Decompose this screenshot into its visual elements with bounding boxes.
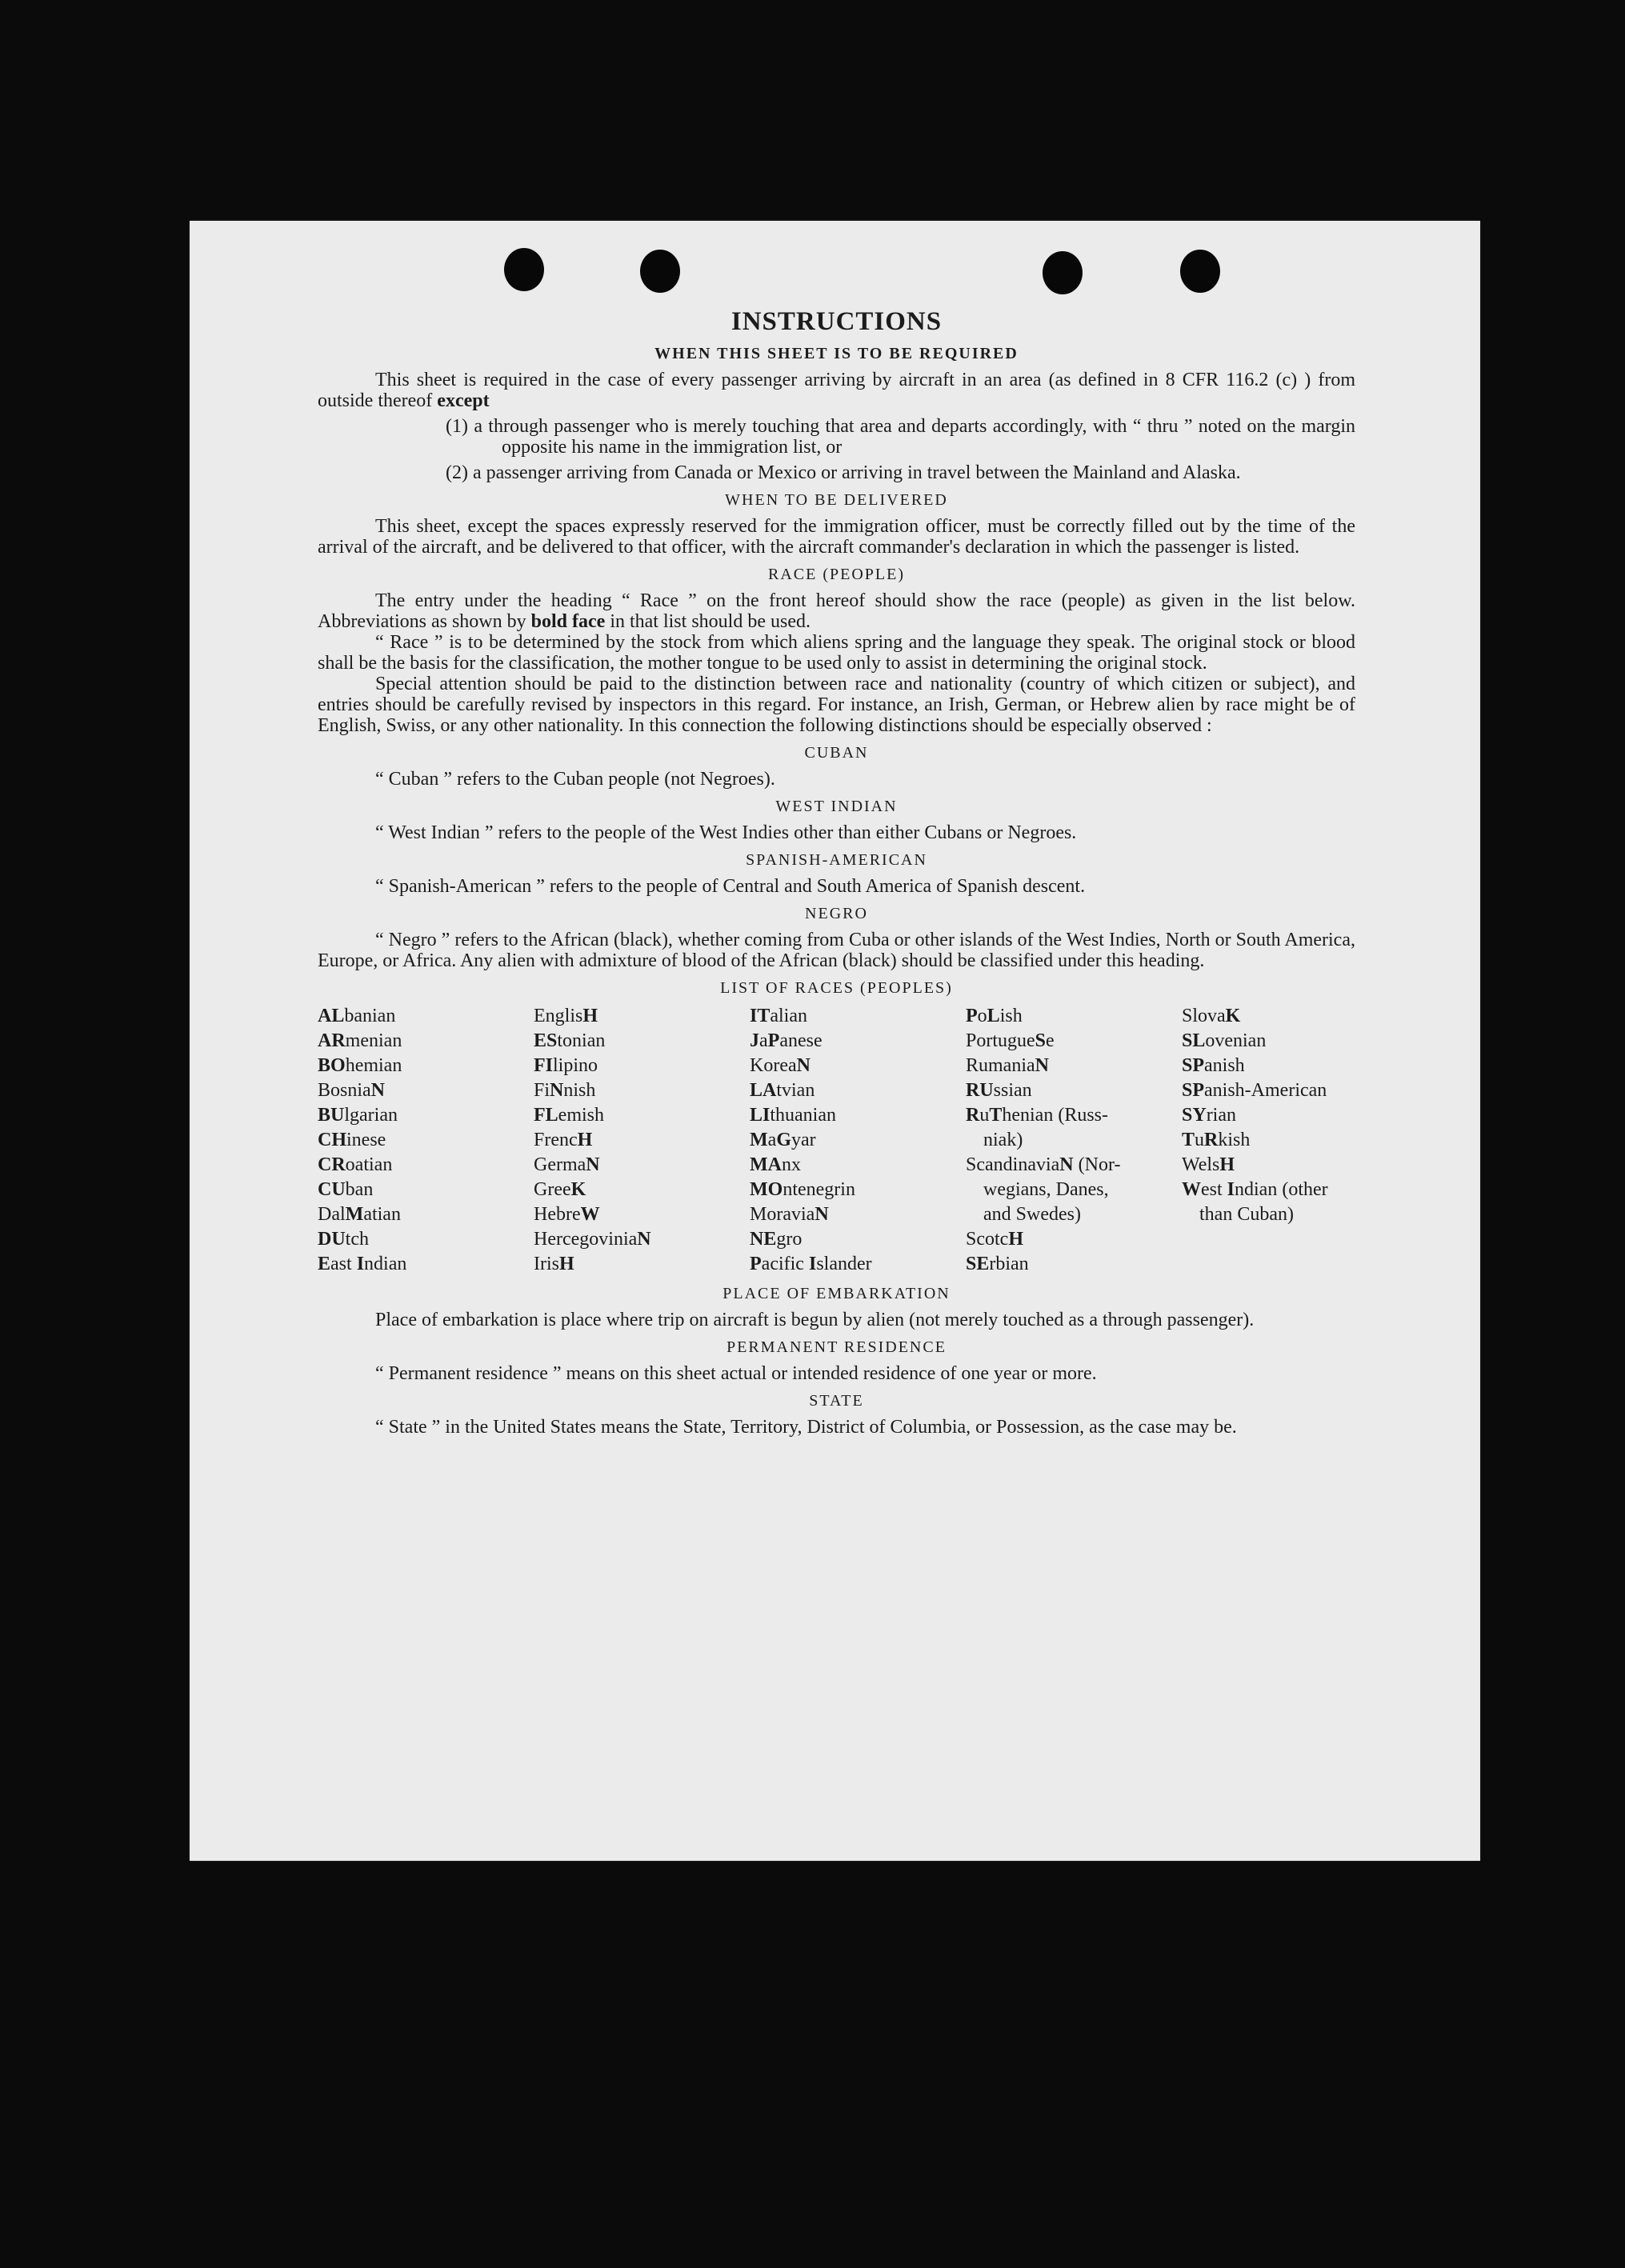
spanish-american-text: “ Spanish-American ” refers to the people of Central and South America of Spanish descent. <box>375 876 1086 897</box>
races-column <box>1182 1004 1374 1277</box>
race-entry: FiNnish <box>534 1080 596 1101</box>
document-page <box>190 221 1480 1861</box>
race-entry: BosniaN <box>318 1080 386 1101</box>
race-entry: RUssian <box>966 1080 1032 1101</box>
section-heading-residence: PERMANENT RESIDENCE <box>726 1338 947 1356</box>
race-entry: LAtvian <box>750 1080 815 1101</box>
race-entry: CRoatian <box>318 1154 393 1175</box>
punch-hole <box>504 248 544 291</box>
race-entry: SPanish <box>1182 1055 1245 1076</box>
race-entry: SYrian <box>1182 1105 1236 1126</box>
required-item-2: (2) a passenger arriving from Canada or Mexico or arriving in travel between the Mainland and Alaska. <box>446 462 1241 483</box>
race-entry: wegians, Danes, <box>983 1179 1109 1200</box>
page-title: INSTRUCTIONS <box>730 307 943 336</box>
race-entry: Pacific Islander <box>750 1254 872 1274</box>
punch-hole <box>1043 251 1083 294</box>
race-entry: CUban <box>318 1179 374 1200</box>
race-entry: SLovenian <box>1182 1030 1267 1051</box>
race-paragraph-1: The entry under the heading “ Race ” on the front hereof should show the race (people) as given in the list below. Abbreviations as shown by bold face in that list should be used. <box>318 590 1355 632</box>
negro-text: “ Negro ” refers to the African (black), whether coming from Cuba or other islands of the West Indies, North or South America, Europe, or Africa. Any alien with admixture of blood of the African (black) should be classified under this heading. <box>318 930 1355 971</box>
race-entry: FIlipino <box>534 1055 598 1076</box>
races-column <box>966 1004 1182 1277</box>
race-entry: ARmenian <box>318 1030 402 1051</box>
cuban-text: “ Cuban ” refers to the Cuban people (not Negroes). <box>375 769 775 790</box>
race-entry: SErbian <box>966 1254 1029 1274</box>
instructions-body <box>318 307 1355 1438</box>
race-entry: ScotcH <box>966 1229 1023 1250</box>
races-column <box>750 1004 966 1277</box>
state-text: “ State ” in the United States means the State, Territory, District of Columbia, or Possession, as the case may be. <box>375 1417 1237 1438</box>
race-entry: BOhemian <box>318 1055 402 1076</box>
race-entry: IrisH <box>534 1254 574 1274</box>
required-item-1: (1) a through passenger who is merely touching that area and departs accordingly, with “ thru ” noted on the margin opposite his name in the immigration list, or <box>446 416 1355 458</box>
race-entry: ScandinaviaN (Nor- <box>966 1154 1121 1175</box>
race-entry: MaGyar <box>750 1130 816 1150</box>
race-entry: FrencH <box>534 1130 593 1150</box>
races-column <box>318 1004 534 1277</box>
race-entry: FLemish <box>534 1105 604 1126</box>
race-entry: EStonian <box>534 1030 606 1051</box>
section-heading-delivered: WHEN TO BE DELIVERED <box>725 491 948 509</box>
section-heading-cuban: CUBAN <box>804 744 869 762</box>
race-entry: ALbanian <box>318 1006 396 1026</box>
races-column <box>534 1004 750 1277</box>
races-list <box>318 1004 1355 1277</box>
section-heading-race: RACE (PEOPLE) <box>768 566 905 583</box>
race-entry: RumaniaN <box>966 1055 1049 1076</box>
west-indian-text: “ West Indian ” refers to the people of the West Indies other than either Cubans or Negroes. <box>375 822 1077 843</box>
race-entry: EnglisH <box>534 1006 598 1026</box>
race-entry: SlovaK <box>1182 1006 1241 1026</box>
section-heading-list-of-races: LIST OF RACES (PEOPLES) <box>720 979 953 997</box>
race-entry: NEgro <box>750 1229 802 1250</box>
delivered-text: This sheet, except the spaces expressly reserved for the immigration officer, must be correctly filled out by the time of the arrival of the aircraft, and be delivered to that officer, with the aircraft commander's declaration in which the passenger is listed. <box>318 516 1355 558</box>
race-entry: LIthuanian <box>750 1105 836 1126</box>
race-entry: WelsH <box>1182 1154 1235 1175</box>
race-entry: and Swedes) <box>983 1204 1081 1225</box>
punch-hole <box>1180 250 1220 293</box>
race-entry: GermaN <box>534 1154 600 1175</box>
race-entry: MoraviaN <box>750 1204 829 1225</box>
race-entry: BUlgarian <box>318 1105 398 1126</box>
race-entry: East Indian <box>318 1254 407 1274</box>
race-entry: MAnx <box>750 1154 801 1175</box>
required-intro: This sheet is required in the case of every passenger arriving by aircraft in an area (as defined in 8 CFR 116.2 (c) ) from outside thereof except <box>318 370 1355 411</box>
race-paragraph-3: Special attention should be paid to the distinction between race and nationality (country of which citizen or subject), and entries should be carefully revised by inspectors in this regard. For instance, an Irish, German, or Hebrew alien by race might be of English, Swiss, or any other nationality. In this connection the following distinctions should be especially observed : <box>318 674 1355 736</box>
embarkation-text: Place of embarkation is place where trip on aircraft is begun by alien (not merely touched as a through passenger). <box>375 1310 1255 1330</box>
race-entry: PoLish <box>966 1006 1023 1026</box>
race-entry: HebreW <box>534 1204 600 1225</box>
section-heading-required: WHEN THIS SHEET IS TO BE REQUIRED <box>654 345 1019 362</box>
section-heading-embarkation: PLACE OF EMBARKATION <box>722 1285 951 1302</box>
section-heading-state: STATE <box>809 1392 864 1410</box>
race-entry: CHinese <box>318 1130 386 1150</box>
race-entry: niak) <box>983 1130 1023 1150</box>
race-entry: DalMatian <box>318 1204 401 1225</box>
race-entry: DUtch <box>318 1229 369 1250</box>
punch-hole <box>640 250 680 293</box>
race-entry: MOntenegrin <box>750 1179 855 1200</box>
section-heading-spanish-american: SPANISH-AMERICAN <box>746 851 927 869</box>
race-entry: ITalian <box>750 1006 807 1026</box>
race-entry: HercegoviniaN <box>534 1229 651 1250</box>
race-paragraph-2: “ Race ” is to be determined by the stock from which aliens spring and the language they speak. The original stock or blood shall be the basis for the classification, the mother tongue to be used only to assist in determining the original stock. <box>318 632 1355 674</box>
section-heading-negro: NEGRO <box>805 905 868 922</box>
residence-text: “ Permanent residence ” means on this sheet actual or intended residence of one year or more. <box>375 1363 1097 1384</box>
section-heading-west-indian: WEST INDIAN <box>775 798 898 815</box>
race-entry: JaPanese <box>750 1030 823 1051</box>
race-entry: KoreaN <box>750 1055 810 1076</box>
race-entry: West Indian (other <box>1182 1179 1328 1200</box>
race-entry: RuThenian (Russ- <box>966 1105 1109 1126</box>
race-entry: TuRkish <box>1182 1130 1251 1150</box>
race-entry: GreeK <box>534 1179 586 1200</box>
race-entry: than Cuban) <box>1199 1204 1294 1225</box>
race-entry: SPanish-American <box>1182 1080 1327 1101</box>
race-entry: PortugueSe <box>966 1030 1055 1051</box>
